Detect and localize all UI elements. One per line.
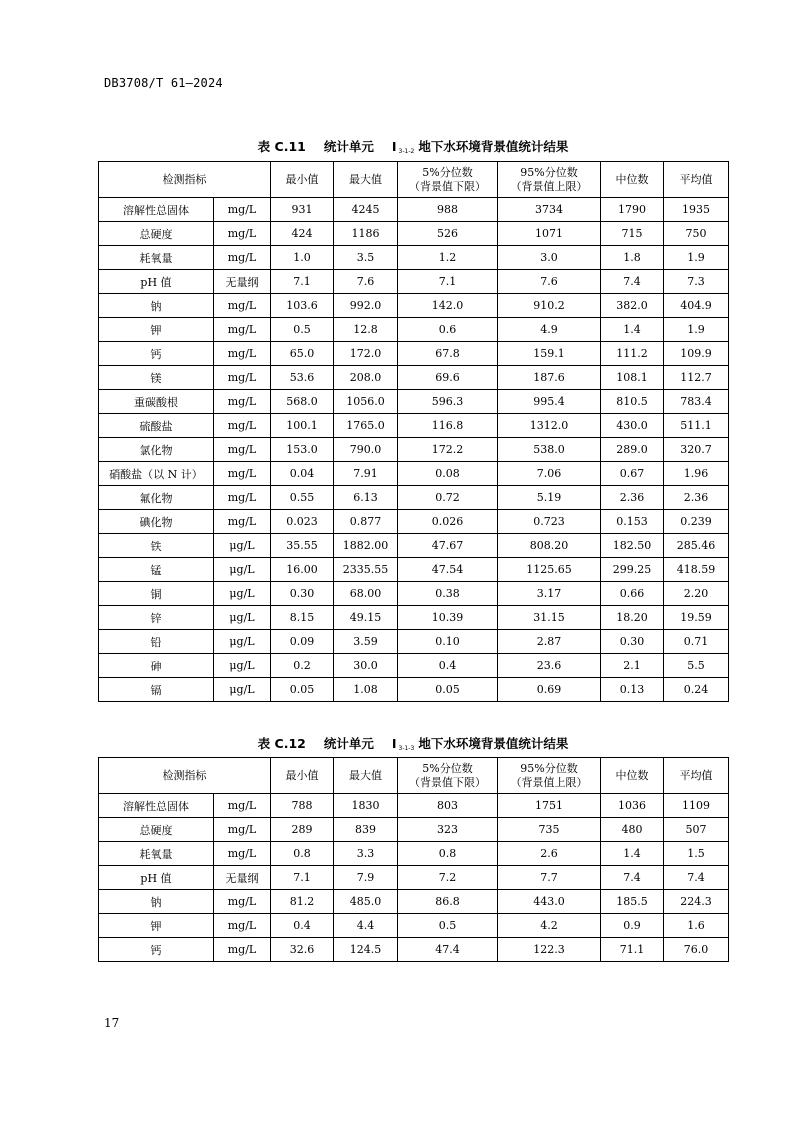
cell-p5: 526 <box>398 222 498 246</box>
cell-mean: 404.9 <box>664 294 729 318</box>
header-p95-line1: 95%分位数 <box>520 165 578 179</box>
table-body-c12 <box>99 794 729 962</box>
cell-p95: 1071 <box>498 222 601 246</box>
caption-roman: Ⅰ <box>391 139 397 154</box>
cell-unit: μg/L <box>214 630 271 654</box>
table-row <box>99 510 729 534</box>
cell-unit: mg/L <box>214 462 271 486</box>
cell-indicator: pH 值 <box>99 270 214 294</box>
table-row <box>99 318 729 342</box>
cell-p5: 0.026 <box>398 510 498 534</box>
cell-median: 0.66 <box>601 582 664 606</box>
cell-median: 1036 <box>601 794 664 818</box>
cell-median: 480 <box>601 818 664 842</box>
cell-unit: mg/L <box>214 818 271 842</box>
cell-min: 81.2 <box>271 890 334 914</box>
header-indicator: 检测指标 <box>99 758 271 794</box>
cell-min: 16.00 <box>271 558 334 582</box>
cell-mean: 1935 <box>664 198 729 222</box>
cell-max: 172.0 <box>334 342 398 366</box>
cell-unit: mg/L <box>214 390 271 414</box>
cell-p95: 159.1 <box>498 342 601 366</box>
table-row <box>99 198 729 222</box>
cell-min: 8.15 <box>271 606 334 630</box>
table-header-row <box>99 758 729 794</box>
cell-max: 4.4 <box>334 914 398 938</box>
cell-indicator: 钾 <box>99 318 214 342</box>
table-row <box>99 914 729 938</box>
cell-mean: 5.5 <box>664 654 729 678</box>
cell-max: 790.0 <box>334 438 398 462</box>
cell-median: 299.25 <box>601 558 664 582</box>
cell-p95: 0.723 <box>498 510 601 534</box>
cell-mean: 109.9 <box>664 342 729 366</box>
cell-median: 289.0 <box>601 438 664 462</box>
cell-indicator: 镁 <box>99 366 214 390</box>
cell-p95: 0.69 <box>498 678 601 702</box>
cell-mean: 320.7 <box>664 438 729 462</box>
cell-mean: 511.1 <box>664 414 729 438</box>
cell-min: 0.09 <box>271 630 334 654</box>
table-row <box>99 246 729 270</box>
cell-min: 1.0 <box>271 246 334 270</box>
cell-min: 289 <box>271 818 334 842</box>
cell-mean: 7.3 <box>664 270 729 294</box>
caption-roman: Ⅰ <box>391 736 397 751</box>
cell-min: 0.30 <box>271 582 334 606</box>
cell-indicator: 铜 <box>99 582 214 606</box>
cell-mean: 0.239 <box>664 510 729 534</box>
caption-subscript: 3-1-3 <box>398 745 415 752</box>
cell-min: 153.0 <box>271 438 334 462</box>
cell-mean: 19.59 <box>664 606 729 630</box>
cell-min: 0.05 <box>271 678 334 702</box>
cell-max: 992.0 <box>334 294 398 318</box>
cell-mean: 224.3 <box>664 890 729 914</box>
cell-unit: mg/L <box>214 294 271 318</box>
cell-mean: 507 <box>664 818 729 842</box>
cell-indicator: 钙 <box>99 938 214 962</box>
cell-p95: 187.6 <box>498 366 601 390</box>
cell-p5: 69.6 <box>398 366 498 390</box>
cell-p95: 4.2 <box>498 914 601 938</box>
cell-max: 1.08 <box>334 678 398 702</box>
cell-max: 7.9 <box>334 866 398 890</box>
cell-min: 103.6 <box>271 294 334 318</box>
cell-mean: 418.59 <box>664 558 729 582</box>
cell-mean: 112.7 <box>664 366 729 390</box>
header-p95 <box>498 758 601 794</box>
cell-unit: mg/L <box>214 318 271 342</box>
cell-median: 111.2 <box>601 342 664 366</box>
table-row <box>99 222 729 246</box>
cell-p95: 910.2 <box>498 294 601 318</box>
cell-p5: 0.05 <box>398 678 498 702</box>
cell-unit: mg/L <box>214 842 271 866</box>
cell-indicator: pH 值 <box>99 866 214 890</box>
cell-min: 0.5 <box>271 318 334 342</box>
cell-indicator: 铁 <box>99 534 214 558</box>
cell-unit: 无量纲 <box>214 270 271 294</box>
cell-max: 12.8 <box>334 318 398 342</box>
table-row <box>99 890 729 914</box>
header-p5-line2: （背景值下限） <box>409 775 486 789</box>
cell-min: 931 <box>271 198 334 222</box>
cell-p5: 7.2 <box>398 866 498 890</box>
table-caption-c11 <box>98 137 728 155</box>
cell-min: 788 <box>271 794 334 818</box>
cell-min: 568.0 <box>271 390 334 414</box>
cell-median: 2.1 <box>601 654 664 678</box>
cell-p95: 7.7 <box>498 866 601 890</box>
cell-indicator: 氟化物 <box>99 486 214 510</box>
cell-indicator: 耗氧量 <box>99 842 214 866</box>
cell-max: 7.91 <box>334 462 398 486</box>
cell-p5: 1.2 <box>398 246 498 270</box>
header-p5-line1: 5%分位数 <box>422 761 473 775</box>
table-row <box>99 462 729 486</box>
cell-mean: 2.36 <box>664 486 729 510</box>
table-row <box>99 390 729 414</box>
cell-p5: 10.39 <box>398 606 498 630</box>
header-p95-line1: 95%分位数 <box>520 761 578 775</box>
cell-min: 0.55 <box>271 486 334 510</box>
cell-p5: 323 <box>398 818 498 842</box>
cell-min: 0.04 <box>271 462 334 486</box>
cell-median: 715 <box>601 222 664 246</box>
cell-p95: 1751 <box>498 794 601 818</box>
cell-indicator: 硝酸盐（以 N 计） <box>99 462 214 486</box>
cell-p95: 2.6 <box>498 842 601 866</box>
cell-indicator: 钙 <box>99 342 214 366</box>
cell-median: 810.5 <box>601 390 664 414</box>
table-row <box>99 270 729 294</box>
cell-max: 30.0 <box>334 654 398 678</box>
cell-indicator: 锰 <box>99 558 214 582</box>
cell-min: 0.023 <box>271 510 334 534</box>
cell-mean: 1.9 <box>664 318 729 342</box>
cell-max: 1882.00 <box>334 534 398 558</box>
cell-mean: 76.0 <box>664 938 729 962</box>
table-body-c11 <box>99 198 729 702</box>
cell-p5: 47.67 <box>398 534 498 558</box>
cell-p95: 4.9 <box>498 318 601 342</box>
cell-max: 7.6 <box>334 270 398 294</box>
cell-indicator: 溶解性总固体 <box>99 198 214 222</box>
cell-median: 0.153 <box>601 510 664 534</box>
cell-max: 839 <box>334 818 398 842</box>
cell-p95: 995.4 <box>498 390 601 414</box>
cell-max: 1056.0 <box>334 390 398 414</box>
cell-mean: 750 <box>664 222 729 246</box>
cell-unit: mg/L <box>214 938 271 962</box>
data-table-c12 <box>98 757 729 962</box>
cell-unit: mg/L <box>214 914 271 938</box>
cell-mean: 2.20 <box>664 582 729 606</box>
cell-median: 0.13 <box>601 678 664 702</box>
cell-mean: 0.71 <box>664 630 729 654</box>
cell-median: 0.9 <box>601 914 664 938</box>
cell-indicator: 钾 <box>99 914 214 938</box>
header-median: 中位数 <box>601 162 664 198</box>
header-p95-line2: （背景值上限） <box>510 775 588 789</box>
cell-mean: 0.24 <box>664 678 729 702</box>
table-row <box>99 366 729 390</box>
cell-p95: 23.6 <box>498 654 601 678</box>
table-caption-c12 <box>98 734 728 752</box>
cell-max: 3.59 <box>334 630 398 654</box>
cell-p5: 0.8 <box>398 842 498 866</box>
table-row <box>99 558 729 582</box>
cell-p5: 0.08 <box>398 462 498 486</box>
cell-unit: mg/L <box>214 246 271 270</box>
cell-p95: 7.06 <box>498 462 601 486</box>
cell-p95: 31.15 <box>498 606 601 630</box>
cell-unit: μg/L <box>214 582 271 606</box>
cell-median: 108.1 <box>601 366 664 390</box>
header-p95 <box>498 162 601 198</box>
header-min: 最小值 <box>271 162 334 198</box>
cell-p5: 803 <box>398 794 498 818</box>
cell-min: 53.6 <box>271 366 334 390</box>
cell-max: 3.5 <box>334 246 398 270</box>
cell-indicator: 钠 <box>99 890 214 914</box>
cell-unit: mg/L <box>214 438 271 462</box>
cell-unit: mg/L <box>214 486 271 510</box>
table-row <box>99 866 729 890</box>
cell-p95: 808.20 <box>498 534 601 558</box>
cell-unit: mg/L <box>214 342 271 366</box>
cell-indicator: 锌 <box>99 606 214 630</box>
cell-max: 1765.0 <box>334 414 398 438</box>
table-header-row <box>99 162 729 198</box>
page-number: 17 <box>104 1016 120 1030</box>
table-row <box>99 294 729 318</box>
cell-mean: 783.4 <box>664 390 729 414</box>
table-row <box>99 818 729 842</box>
cell-median: 71.1 <box>601 938 664 962</box>
table-row <box>99 842 729 866</box>
cell-unit: mg/L <box>214 198 271 222</box>
cell-p95: 735 <box>498 818 601 842</box>
cell-unit: μg/L <box>214 678 271 702</box>
table-row <box>99 438 729 462</box>
cell-indicator: 总硬度 <box>99 222 214 246</box>
cell-unit: μg/L <box>214 534 271 558</box>
table-row <box>99 678 729 702</box>
cell-p5: 0.4 <box>398 654 498 678</box>
cell-min: 7.1 <box>271 866 334 890</box>
cell-max: 1186 <box>334 222 398 246</box>
cell-min: 7.1 <box>271 270 334 294</box>
cell-max: 1830 <box>334 794 398 818</box>
cell-min: 424 <box>271 222 334 246</box>
header-p5-line2: （背景值下限） <box>409 179 486 193</box>
cell-p5: 596.3 <box>398 390 498 414</box>
cell-max: 0.877 <box>334 510 398 534</box>
cell-indicator: 溶解性总固体 <box>99 794 214 818</box>
cell-mean: 7.4 <box>664 866 729 890</box>
header-p5 <box>398 758 498 794</box>
cell-median: 1790 <box>601 198 664 222</box>
cell-indicator: 耗氧量 <box>99 246 214 270</box>
cell-indicator: 碘化物 <box>99 510 214 534</box>
caption-suffix: 地下水环境背景值统计结果 <box>418 736 569 751</box>
cell-p95: 7.6 <box>498 270 601 294</box>
cell-median: 182.50 <box>601 534 664 558</box>
cell-max: 4245 <box>334 198 398 222</box>
cell-mean: 1.5 <box>664 842 729 866</box>
cell-indicator: 镉 <box>99 678 214 702</box>
cell-unit: μg/L <box>214 606 271 630</box>
cell-median: 18.20 <box>601 606 664 630</box>
header-p95-line2: （背景值上限） <box>510 179 588 193</box>
table-row <box>99 486 729 510</box>
cell-p5: 0.38 <box>398 582 498 606</box>
cell-unit: mg/L <box>214 794 271 818</box>
cell-median: 430.0 <box>601 414 664 438</box>
cell-p5: 86.8 <box>398 890 498 914</box>
cell-median: 7.4 <box>601 866 664 890</box>
cell-min: 65.0 <box>271 342 334 366</box>
cell-p5: 0.72 <box>398 486 498 510</box>
cell-max: 2335.55 <box>334 558 398 582</box>
caption-prefix: 表 C.12 <box>257 736 306 751</box>
cell-p5: 988 <box>398 198 498 222</box>
cell-p95: 122.3 <box>498 938 601 962</box>
cell-indicator: 氯化物 <box>99 438 214 462</box>
table-row <box>99 654 729 678</box>
cell-p5: 0.5 <box>398 914 498 938</box>
header-median: 中位数 <box>601 758 664 794</box>
cell-p95: 1125.65 <box>498 558 601 582</box>
cell-mean: 285.46 <box>664 534 729 558</box>
cell-median: 1.8 <box>601 246 664 270</box>
cell-unit: mg/L <box>214 890 271 914</box>
cell-mean: 1.9 <box>664 246 729 270</box>
cell-indicator: 总硬度 <box>99 818 214 842</box>
header-indicator: 检测指标 <box>99 162 271 198</box>
cell-min: 35.55 <box>271 534 334 558</box>
cell-max: 485.0 <box>334 890 398 914</box>
header-min: 最小值 <box>271 758 334 794</box>
cell-unit: 无量纲 <box>214 866 271 890</box>
cell-max: 49.15 <box>334 606 398 630</box>
cell-median: 2.36 <box>601 486 664 510</box>
cell-p95: 1312.0 <box>498 414 601 438</box>
cell-p5: 142.0 <box>398 294 498 318</box>
cell-indicator: 钠 <box>99 294 214 318</box>
cell-p5: 7.1 <box>398 270 498 294</box>
table-row <box>99 414 729 438</box>
cell-unit: mg/L <box>214 414 271 438</box>
cell-median: 7.4 <box>601 270 664 294</box>
cell-p5: 0.6 <box>398 318 498 342</box>
cell-p95: 3.0 <box>498 246 601 270</box>
caption-subscript: 3-1-2 <box>398 148 415 155</box>
cell-median: 0.67 <box>601 462 664 486</box>
table-row <box>99 794 729 818</box>
cell-median: 382.0 <box>601 294 664 318</box>
header-max: 最大值 <box>334 162 398 198</box>
table-row <box>99 534 729 558</box>
cell-p95: 3.17 <box>498 582 601 606</box>
cell-p95: 3734 <box>498 198 601 222</box>
cell-max: 124.5 <box>334 938 398 962</box>
cell-p5: 0.10 <box>398 630 498 654</box>
cell-min: 0.8 <box>271 842 334 866</box>
cell-min: 0.2 <box>271 654 334 678</box>
cell-unit: mg/L <box>214 510 271 534</box>
table-row <box>99 582 729 606</box>
cell-unit: mg/L <box>214 366 271 390</box>
data-table-c11 <box>98 161 729 702</box>
table-row <box>99 606 729 630</box>
cell-min: 100.1 <box>271 414 334 438</box>
cell-p95: 538.0 <box>498 438 601 462</box>
cell-p5: 116.8 <box>398 414 498 438</box>
cell-p5: 172.2 <box>398 438 498 462</box>
cell-indicator: 砷 <box>99 654 214 678</box>
caption-unit: 统计单元 <box>323 139 374 154</box>
document-code: DB3708/T 61—2024 <box>104 76 223 90</box>
header-mean: 平均值 <box>664 162 729 198</box>
table-row <box>99 342 729 366</box>
cell-median: 1.4 <box>601 842 664 866</box>
header-p5-line1: 5%分位数 <box>422 165 473 179</box>
cell-indicator: 铅 <box>99 630 214 654</box>
cell-max: 68.00 <box>334 582 398 606</box>
cell-min: 0.4 <box>271 914 334 938</box>
cell-p5: 47.54 <box>398 558 498 582</box>
cell-p5: 47.4 <box>398 938 498 962</box>
header-max: 最大值 <box>334 758 398 794</box>
cell-median: 1.4 <box>601 318 664 342</box>
caption-suffix: 地下水环境背景值统计结果 <box>418 139 569 154</box>
cell-max: 6.13 <box>334 486 398 510</box>
header-mean: 平均值 <box>664 758 729 794</box>
cell-median: 185.5 <box>601 890 664 914</box>
table-row <box>99 630 729 654</box>
cell-max: 3.3 <box>334 842 398 866</box>
caption-prefix: 表 C.11 <box>257 139 306 154</box>
cell-median: 0.30 <box>601 630 664 654</box>
cell-p95: 5.19 <box>498 486 601 510</box>
cell-unit: μg/L <box>214 558 271 582</box>
cell-p95: 2.87 <box>498 630 601 654</box>
cell-p95: 443.0 <box>498 890 601 914</box>
cell-mean: 1.6 <box>664 914 729 938</box>
cell-indicator: 硫酸盐 <box>99 414 214 438</box>
cell-min: 32.6 <box>271 938 334 962</box>
cell-mean: 1109 <box>664 794 729 818</box>
table-row <box>99 938 729 962</box>
header-p5 <box>398 162 498 198</box>
cell-max: 208.0 <box>334 366 398 390</box>
caption-unit: 统计单元 <box>323 736 374 751</box>
cell-mean: 1.96 <box>664 462 729 486</box>
cell-unit: mg/L <box>214 222 271 246</box>
cell-indicator: 重碳酸根 <box>99 390 214 414</box>
cell-unit: μg/L <box>214 654 271 678</box>
cell-p5: 67.8 <box>398 342 498 366</box>
